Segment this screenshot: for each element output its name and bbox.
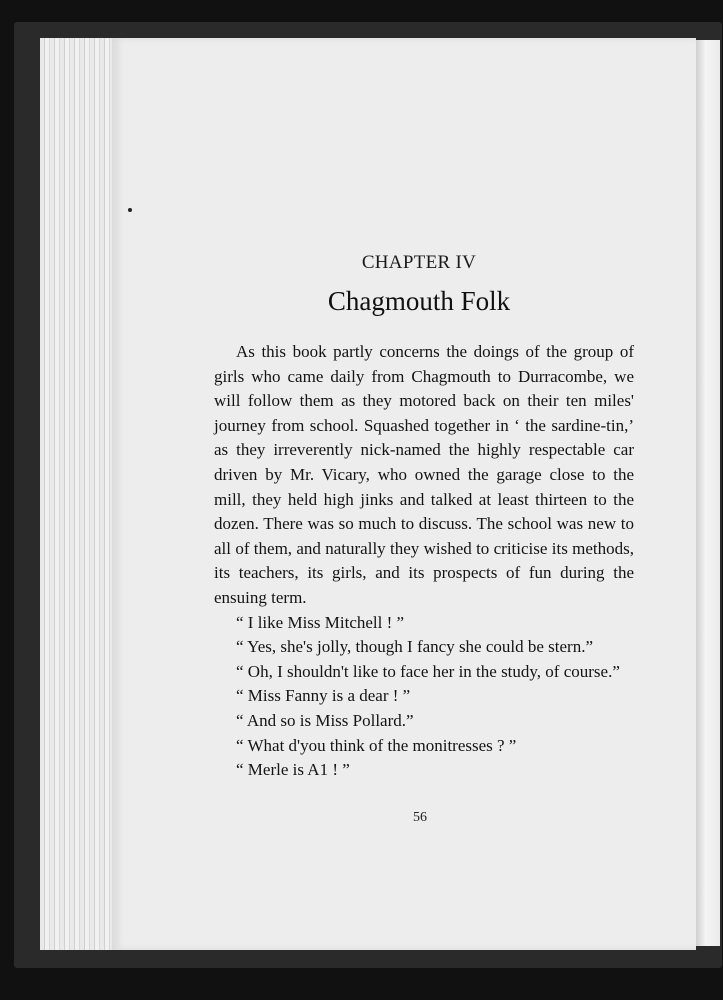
dialogue-line: “ What d'you think of the monitresses ? ” (236, 735, 517, 755)
body-paragraph: As this book partly concerns the doings of the group of girls who came daily from Chagmouth to Durracombe, we will follow them as they motored back on their ten miles' journey from school. Squashed together in ‘ the sardine-tin,’ as they irreverently nick-named the highly respectable car driven by Mr. Vicary, who owned the garage close to the mill, they held high jinks and talked at least thirteen to the dozen. There was so much to discuss. The school was new to all of them, and naturally they wished to criticise its methods, its teachers, its girls, and its prospects of fun during the ensuing term. (214, 342, 634, 607)
ink-mark (128, 208, 132, 212)
chapter-number: CHAPTER IV (361, 252, 477, 273)
dialogue-line: “ And so is Miss Pollard.” (236, 710, 414, 730)
chapter-title: Chagmouth Folk (327, 286, 511, 316)
dialogue-line: “ Merle is A1 ! ” (236, 760, 350, 780)
page-number: 56 (413, 810, 427, 825)
dialogue-line: “ Oh, I shouldn't like to face her in the study, of course.” (236, 661, 620, 681)
dialogue-line: “ Miss Fanny is a dear ! ” (236, 686, 411, 706)
dialogue-line: “ I like Miss Mitchell ! ” (236, 612, 405, 632)
page-edges-right (696, 40, 720, 946)
page-text (214, 340, 634, 783)
dialogue-line: “ Yes, she's jolly, though I fancy she could be stern.” (236, 637, 594, 657)
